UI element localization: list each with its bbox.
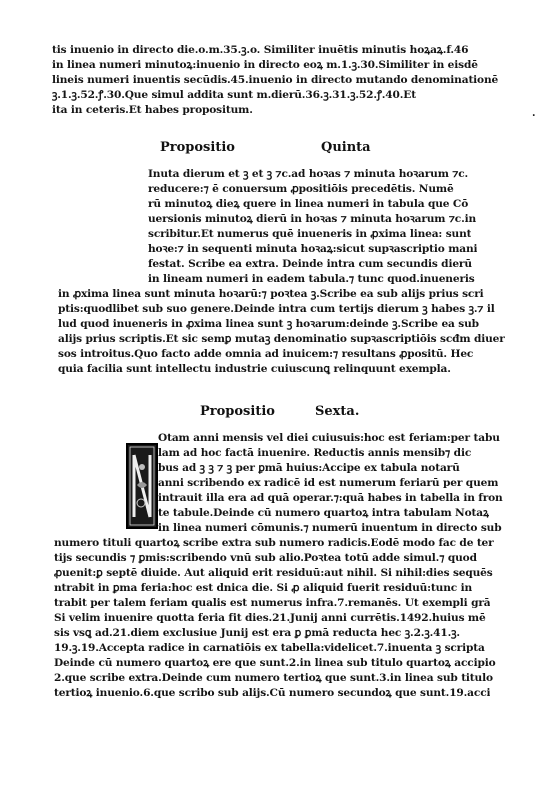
text-line: ꝓuenit:ꝑ septē diuide. Aut aliquid erit residuū:aut nihil. Si nihil:dies sequēs [54, 567, 493, 579]
text-line: 19.ꝫ.19.Accepta radice in carnatiōis ex tabella:videlicet.7.inuenta ꝫ scripta [54, 642, 485, 654]
text-line: reducere:⁊ ē conuersum ꝓpositiōis precedētis. Numē [148, 183, 454, 195]
text-line: intrauit illa era ad quā operar.⁊:quā habes in tabella in fron [158, 492, 503, 504]
text-line: uersionis minutoꝝ dierū in hoꝛas ⁊ minuta hoꝛarum ⁊c.in [148, 213, 477, 225]
text-line: tijs secundis ⁊ ꝑmis:scribendo vnū sub alio.Poꝛtea totū adde simul.⁊ quod [54, 552, 477, 564]
text-line: in linea numeri cōmunis.⁊ numerū inuentum in directo sub [158, 522, 502, 534]
text-line: scribitur.Et numerus quē inueneris in ꝓxima linea: sunt [148, 228, 472, 240]
text-line: lam ad hoc factā inuenire. Reductis annis mensib⁊ dic [158, 447, 472, 459]
text-line: Deinde cū numero quartoꝝ ere que sunt.2.in linea sub titulo quartoꝝ accipio [54, 657, 496, 669]
text-line: ptis:quodlibet sub suo genere.Deinde intra cum tertijs dierum ꝫ habes ꝫ.⁊ il [58, 303, 495, 315]
text-line: trabit per talem feriam qualis est numerus infra.7.remanēs. Ut exempli grā [54, 597, 491, 609]
text-line: anni scribendo ex radicē id est numerum feriarū per quem [158, 477, 499, 489]
heading-label: Propositio [200, 404, 275, 419]
text-line: festat. Scribe ea extra. Deinde intra cum secundis dierū [148, 258, 472, 270]
text-line: Inuta dierum et ꝫ et ꝫ ⁊c.ad hoꝛas ⁊ minuta hoꝛarum ⁊c. [148, 168, 469, 180]
text-line: lud quod inueneris in ꝓxima linea sunt ꝫ hoꝛarum:deinde ꝫ.Scribe ea sub [58, 318, 479, 330]
text-line: tis inuenio in directo die.o.m.35.ꝫ.o. Similiter inuētis minutis hoꝝaꝝ.f.46 [52, 44, 469, 56]
text-line: ita in ceteris.Et habes propositum. [52, 104, 253, 116]
heading-number: Sexta. [315, 404, 360, 419]
text-line: hoꝛe:⁊ in sequenti minuta hoꝛaꝝ:sicut supꝛascriptio mani [148, 243, 478, 255]
text-line: tertioꝝ inuenio.6.que scribo sub alijs.Cū numero secundoꝝ que sunt.19.acci [54, 687, 491, 699]
text-line: alijs prius scriptis.Et sic semꝑ mutaꝫ denominatio supꝛascriptiōis scđm diuer [58, 333, 505, 345]
text-line: numero tituli quartoꝝ scribe extra sub numero radicis.Eodē modo fac de ter [54, 537, 494, 549]
text-line: ꝫ.1.ꝫ.52.ꝭ.30.Que simul addita sunt m.dierū.36.ꝫ.31.ꝫ.52.ꝭ.40.Et [52, 89, 416, 101]
heading-label: Propositio [160, 140, 235, 155]
text-line: sis vsꝗ ad.21.diem exclusiue Junij est era ꝑ ꝑmā reducta hec ꝫ.2.ꝫ.41.ꝫ. [54, 627, 460, 639]
text-line: lineis numeri inuentis secūdis.45.inuenio in directo mutando denominationē [52, 74, 499, 86]
text-line: in lineam numeri in eadem tabula.⁊ tunc quod.inueneris [148, 273, 475, 285]
text-line: quia facilia sunt intellectu industrie cuiuscunꝗ relinquunt exempla. [58, 363, 451, 375]
text-line: te tabule.Deinde cū numero quartoꝝ intra tabulam Notaꝝ [158, 507, 489, 519]
margin-mark: . [532, 108, 536, 119]
text-line: sos introitus.Quo facto adde omnia ad inuicem:⁊ resultans ꝓpositū. Hec [58, 348, 474, 360]
text-line: rū minutoꝝ dieꝝ quere in linea numeri in tabula que Cō [148, 198, 469, 210]
heading-number: Quinta [321, 140, 371, 155]
decorated-initial-n-icon [126, 443, 158, 529]
text-line: 2.que scribe extra.Deinde cum numero tertioꝝ que sunt.3.in linea sub titulo [54, 672, 493, 684]
text-line: bus ad ꝫ ꝫ ⁊ ꝫ per ꝑmā huius:Accipe ex tabula notarū [158, 462, 460, 474]
text-line: ntrabit in ꝑma feria:hoc est dnica die. Si ꝓ aliquid fuerit residuū:tunc in [54, 582, 473, 594]
text-line: in ꝓxima linea sunt minuta hoꝛarū:⁊ poꝛtea ꝫ.Scribe ea sub alijs prius scri [58, 288, 484, 300]
text-line: in linea numeri minutoꝝ:inuenio in directo eoꝝ m.1.ꝫ.30.Similiter in eisdē [52, 59, 478, 71]
text-line: Si velim inuenire quotta feria fit dies.21.Junij anni currētis.1492.huius mē [54, 612, 486, 624]
text-line: Otam anni mensis vel diei cuiusuis:hoc est feriam:per tabu [158, 432, 500, 444]
